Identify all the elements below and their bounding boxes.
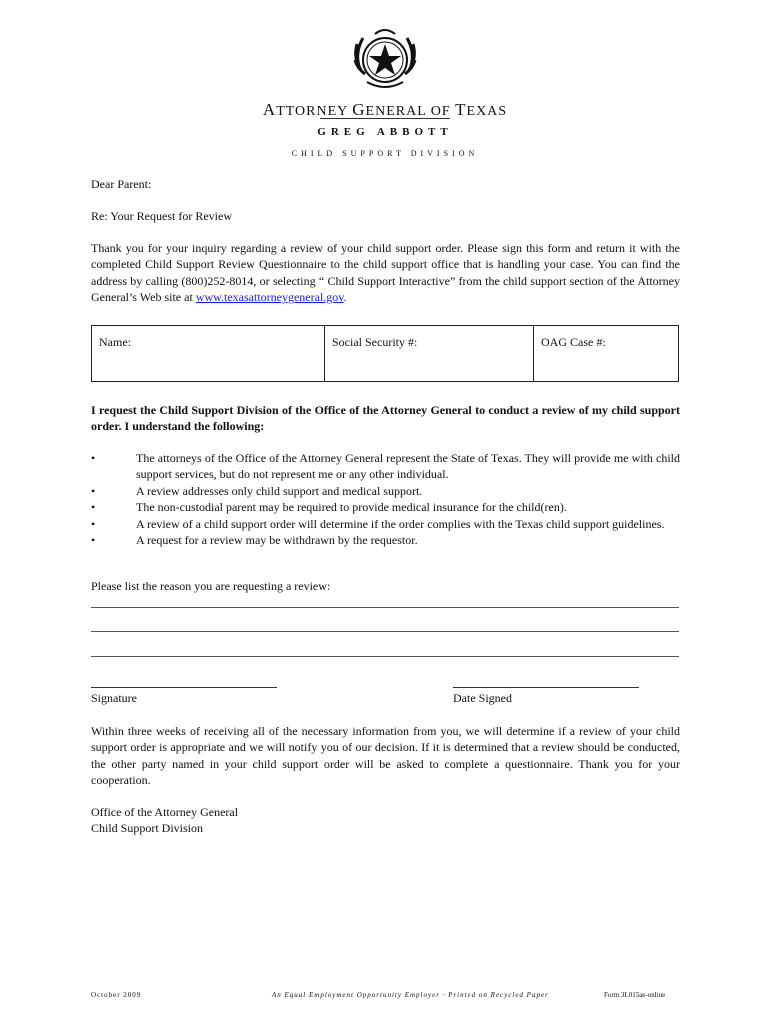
footer-form-number: Form 3L015ae-online xyxy=(604,991,666,999)
sign-off-line-1: Office of the Attorney General xyxy=(91,805,239,819)
date-signed-line[interactable] xyxy=(453,687,639,688)
intro-paragraph: Thank you for your inquiry regarding a review of your child support order. Please sign this form and return it with the completed Child Support Review Questionnaire to the child support office that is handling your case. You can find the address by calling (800)252-8014, or selecting “ Child Support Interactive” from the child support section of the Attorney General’s Web site at www.texasattorneygeneral.gov. xyxy=(91,241,680,305)
footer-employer-note: An Equal Employment Opportunity Employer · Printed on Recycled Paper xyxy=(272,991,549,999)
sign-off-line-2: Child Support Division xyxy=(91,821,204,835)
ssn-field[interactable]: Social Security #: xyxy=(325,326,534,382)
footer-date: October 2009 xyxy=(91,991,142,999)
header-divider xyxy=(320,118,450,119)
reason-line-2[interactable] xyxy=(91,631,679,632)
list-item: • The attorneys of the Office of the Attorney General represent the State of Texas. They will provide me with child support services, but do not represent me or any other individual. xyxy=(91,451,680,482)
signature-line[interactable] xyxy=(91,687,277,688)
signature-label: Signature xyxy=(91,691,137,705)
salutation: Dear Parent: xyxy=(91,177,152,191)
list-item: • A review addresses only child support and medical support. xyxy=(91,483,423,498)
official-name: GREG ABBOTT xyxy=(317,126,453,138)
applicant-info-table xyxy=(91,325,679,382)
re-line: Re: Your Request for Review xyxy=(91,209,232,223)
date-signed-label: Date Signed xyxy=(453,691,512,705)
agency-title: ATTORNEY GENERAL OF TEXAS xyxy=(262,100,508,119)
list-item: • A review of a child support order will determine if the order complies with the Texas child support guidelines. xyxy=(91,516,665,531)
reason-line-3[interactable] xyxy=(91,656,679,657)
division-name: CHILD SUPPORT DIVISION xyxy=(291,149,479,158)
closing-paragraph: Within three weeks of receiving all of the necessary information from you, we will determine if a review of your child support order is appropriate and we will notify you of our decision. If it is determined that a review should be conducted, the other party named in your child support order will be asked to complete a questionnaire. Thank you for your cooperation. xyxy=(91,724,680,788)
list-item: • A request for a review may be withdrawn by the requestor. xyxy=(91,533,418,548)
reason-prompt: Please list the reason you are requesting a review: xyxy=(91,579,331,593)
reason-line-1[interactable] xyxy=(91,607,679,608)
request-statement: I request the Child Support Division of the Office of the Attorney General to conduct a review of my child support order. I understand the following: xyxy=(91,403,680,434)
name-field[interactable]: Name: xyxy=(92,326,325,382)
website-link[interactable]: www.texasattorneygeneral.gov xyxy=(195,290,344,305)
conditions-list xyxy=(91,450,680,548)
case-number-field[interactable]: OAG Case #: xyxy=(534,326,679,382)
list-item: • The non-custodial parent may be required to provide medical insurance for the child(ren). xyxy=(91,500,567,515)
texas-seal-icon xyxy=(345,22,425,102)
